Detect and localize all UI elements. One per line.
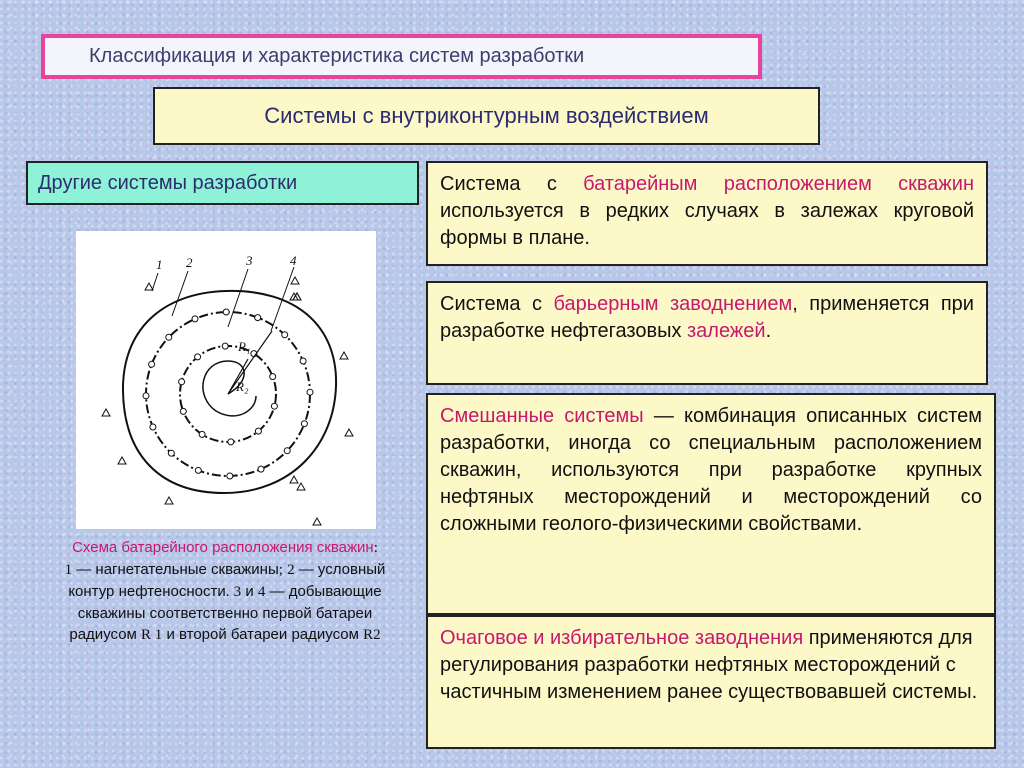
producer-well bbox=[271, 403, 277, 409]
producer-well bbox=[192, 316, 198, 322]
injection-well bbox=[118, 457, 126, 464]
diagram-label-1: 1 bbox=[156, 257, 163, 272]
caption-n4: 4 bbox=[257, 584, 266, 600]
producer-well bbox=[143, 393, 149, 399]
producer-well bbox=[168, 450, 174, 456]
producer-well bbox=[149, 361, 155, 367]
focal-system-block bbox=[426, 615, 996, 749]
caption-colon: : bbox=[373, 540, 378, 556]
injection-well bbox=[102, 409, 110, 416]
producer-well bbox=[199, 431, 205, 437]
producer-well bbox=[222, 343, 228, 349]
diagram-label-2: 2 bbox=[186, 255, 193, 270]
caption-t4: и второй батареи радиусом bbox=[162, 626, 364, 643]
battery-scheme-svg bbox=[76, 231, 376, 529]
producer-well bbox=[307, 389, 313, 395]
barrier-end: . bbox=[765, 320, 772, 342]
caption-title: Схема батарейного расположения скважин bbox=[72, 539, 374, 556]
barrier-highlight2: залежей bbox=[687, 320, 766, 342]
caption-n3: 3 bbox=[233, 584, 242, 600]
producer-well bbox=[180, 408, 186, 414]
caption-t1: — нагнетательные скважины bbox=[72, 561, 279, 578]
injection-well bbox=[345, 429, 353, 436]
caption-semi: ; bbox=[278, 562, 283, 578]
producer-well bbox=[255, 315, 261, 321]
caption-and: и bbox=[241, 583, 258, 600]
slide-title-text: Классификация и характеристика систем разработки bbox=[89, 45, 585, 67]
injection-well bbox=[145, 283, 153, 290]
mixed-system-block bbox=[426, 393, 996, 615]
producer-well bbox=[228, 439, 234, 445]
battery-highlight: батарейным расположением скважин bbox=[583, 173, 974, 195]
slide-subtitle bbox=[153, 87, 820, 145]
diagram-label-4: 4 bbox=[290, 253, 297, 268]
producer-well bbox=[255, 428, 261, 434]
injection-well bbox=[165, 497, 173, 504]
producer-well bbox=[195, 467, 201, 473]
producer-well bbox=[282, 332, 288, 338]
injection-well bbox=[290, 476, 298, 483]
other-systems-text: Другие системы разработки bbox=[38, 171, 298, 194]
barrier-system-block bbox=[426, 281, 988, 385]
focal-rest: применяются для регулирования разработки нефтяных месторождений с частичным изменением ранее существовавшей системы. bbox=[440, 627, 978, 703]
battery-rest: используется в редких случаях в залежах круговой формы в плане. bbox=[440, 200, 974, 249]
battery-scheme-diagram bbox=[76, 231, 376, 529]
caption-n1: 1 bbox=[64, 562, 73, 578]
caption-n2: 2 bbox=[287, 562, 295, 578]
focal-highlight: Очаговое и избирательное заводнения bbox=[440, 627, 804, 649]
producer-well bbox=[300, 358, 306, 364]
other-systems-label bbox=[26, 161, 419, 205]
producer-well bbox=[284, 448, 290, 454]
producer-well bbox=[258, 466, 264, 472]
caption-t2: — условный контур нефтеносности bbox=[68, 561, 386, 600]
producer-well bbox=[166, 334, 172, 340]
diagram-caption bbox=[60, 537, 390, 757]
producer-well bbox=[179, 379, 185, 385]
slide-subtitle-text: Системы с внутриконтурным воздействием bbox=[264, 103, 709, 128]
leader-lines bbox=[152, 267, 294, 331]
producer-well bbox=[301, 421, 307, 427]
injection-well bbox=[340, 352, 348, 359]
producer-well bbox=[223, 309, 229, 315]
caption-r2: R2 bbox=[363, 627, 381, 643]
producer-well bbox=[150, 424, 156, 430]
barrier-lead: Система с bbox=[440, 293, 554, 315]
battery-system-block bbox=[426, 161, 988, 266]
battery-lead: Система с bbox=[440, 173, 584, 195]
diagram-label-3: 3 bbox=[246, 253, 253, 268]
barrier-highlight: барьерным заводнением bbox=[553, 293, 793, 315]
caption-r1: R 1 bbox=[141, 627, 163, 643]
mixed-highlight: Смешанные системы bbox=[440, 405, 644, 427]
caption-dot: . bbox=[225, 584, 230, 600]
producer-well bbox=[195, 354, 201, 360]
injection-well bbox=[313, 518, 321, 525]
caption-t3: — добывающие скважины соответственно первой батареи радиусом bbox=[69, 583, 382, 643]
producer-well bbox=[270, 374, 276, 380]
injection-well bbox=[297, 483, 305, 490]
diagram-label-r2: R₂ bbox=[236, 379, 249, 394]
diagram-label-r1: R₁ bbox=[238, 339, 251, 354]
mixed-rest: — комбинация описанных систем разработки, иногда со специальным расположением скважин, используются при разработке крупных нефтяных месторождений и месторождений со сложными геолого-физическими свойствами. bbox=[440, 405, 983, 535]
injection-well bbox=[291, 277, 299, 284]
producer-well bbox=[227, 473, 233, 479]
barrier-mid: , применяется при разработке нефтегазовых bbox=[440, 293, 974, 342]
slide-title bbox=[41, 34, 762, 79]
